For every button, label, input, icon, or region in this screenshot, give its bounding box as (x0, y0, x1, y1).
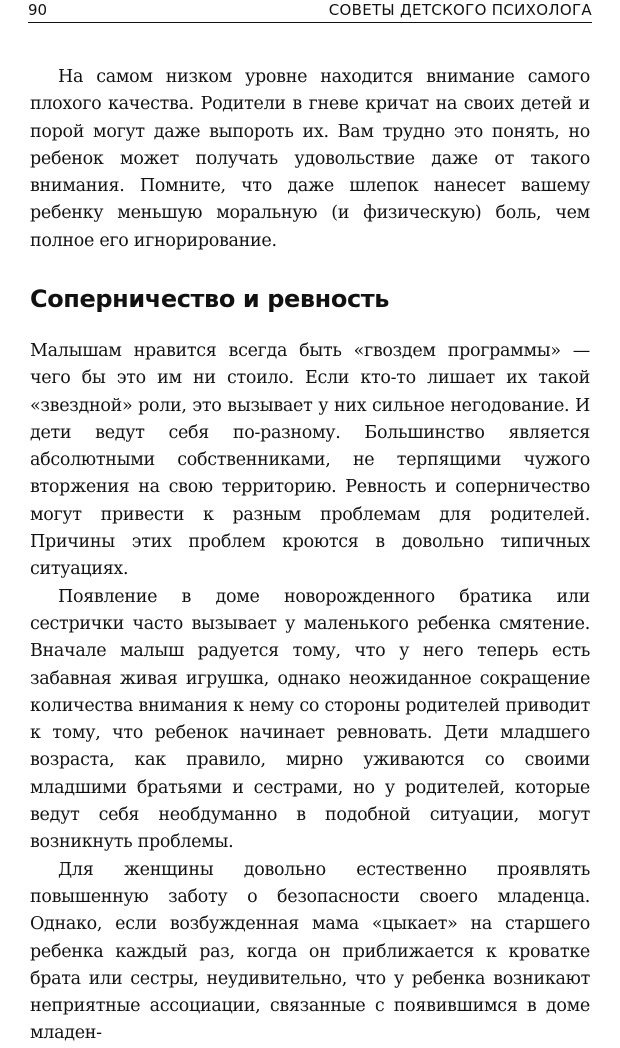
paragraph: Малышам нравится всегда быть «гвоздем программы» — чего бы это им ни стоило. Если кто-то лишает их такой «звездной» роли, это вызывает у них сильное негодование. И дети ведут себя по-разному. Большинство является абсолютными собственниками, не терпящими чужого вторжения на свою территорию. Ревность и соперничество могут привести к разным проблемам для родителей. Причины этих проблем кроются в довольно типичных ситуациях. (30, 341, 590, 580)
paragraph: Для женщины довольно естественно проявлять повышенную заботу о безопасности своего младенца. Однако, если возбужденная мама «цыкает» на старшего ребенка каждый раз, когда он приближается к кроватке брата или сестры, неудивительно, что у ребенка возникают неприятные ассоциации, связанные с появившимся в доме младен- (30, 859, 590, 1044)
paragraph: На самом низком уровне находится внимание самого плохого качества. Родители в гневе кричат на своих детей и порой могут даже выпороть их. Вам трудно это понять, но ребенок может получать удовольствие даже от такого внимания. Помните, что даже шлепок нанесет вашему ребенку меньшую моральную (и физическую) боль, чем полное его игнорирование. (30, 67, 590, 251)
page-number: 90 (28, 1, 48, 19)
running-header (28, 0, 592, 23)
section-body (30, 338, 590, 1048)
running-title: СОВЕТЫ ДЕТСКОГО ПСИХОЛОГА (328, 1, 592, 19)
paragraph: Появление в доме новорожденного братика или сестрички часто вызывает у маленького ребенка смятение. Вначале малыш радуется тому, что у него теперь есть забавная живая игрушка, однако неожиданное сокращение количества внимания к нему со стороны родителей приводит к тому, что ребенок начинает ревновать. Дети младшего возраста, как правило, мирно уживаются со своими младшими братьями и сестрами, но у родителей, которые ведут себя необдуманно в подобной ситуации, могут возникнуть проблемы. (30, 586, 590, 853)
text-block-before-section (30, 64, 590, 255)
section-heading: Соперничество и ревность (30, 285, 390, 313)
